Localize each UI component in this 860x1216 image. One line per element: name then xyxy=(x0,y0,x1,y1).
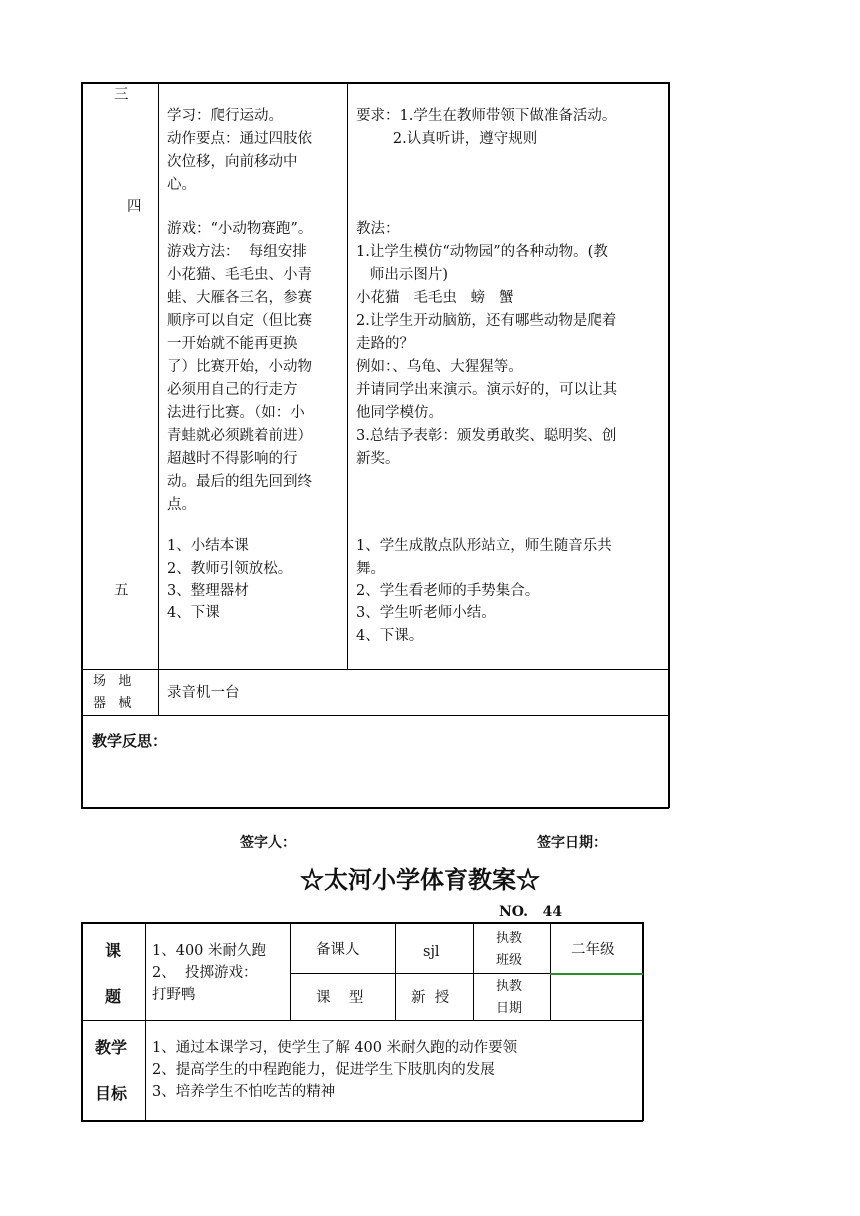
goal-line: 1、通过本课学习，使学生了解 400 米耐久跑的动作要领 xyxy=(152,1040,518,1056)
game-line: 小花猫、毛毛虫、小青 xyxy=(167,267,312,283)
topic-label-ke: 课 xyxy=(105,941,122,960)
method-line: 3.总结予表彰：颁发勇敢奖、聪明奖、创 xyxy=(356,428,617,444)
method-line: 走路的？ xyxy=(356,336,414,352)
class-label: 班级 xyxy=(496,953,523,968)
method-line: 2.让学生开动脑筋，还有哪些动物是爬着 xyxy=(356,313,617,329)
date-label: 日期 xyxy=(496,1001,523,1016)
game-line: 青蛙就必须跳着前进） xyxy=(167,428,312,444)
type-label: 课 型 xyxy=(316,990,364,1006)
points-line: 心。 xyxy=(167,177,196,193)
end-line: 3、整理器材 xyxy=(167,583,249,599)
goal-line: 3、培养学生不怕吃苦的精神 xyxy=(152,1084,336,1100)
type-value: 新 授 xyxy=(411,990,450,1006)
class-value: 二年级 xyxy=(571,942,615,958)
end-activity-line: 1、学生成散点队形站立，师生随音乐共 xyxy=(356,538,612,554)
game-line: 动。最后的组先回到终 xyxy=(167,474,312,490)
method-line: 他同学模仿。 xyxy=(356,405,443,421)
method-line: 例如：、乌龟、大猩猩等。 xyxy=(356,359,523,375)
preparer-value: sjl xyxy=(423,944,440,960)
venue-label: 场 地 xyxy=(93,674,132,689)
end-activity-line: 2、学生看老师的手势集合。 xyxy=(356,583,540,599)
date-label: 执教 xyxy=(496,979,523,994)
signer-label: 签字人： xyxy=(240,835,296,851)
game-line: 一开始就不能再更换 xyxy=(167,336,298,352)
game-line: 法进行比赛。（如：小 xyxy=(167,405,305,421)
step-three: 三 xyxy=(114,87,129,103)
venue-value: 录音机一台 xyxy=(167,685,240,701)
method-line: 新奖。 xyxy=(356,451,400,467)
game-line: 超越时不得影响的行 xyxy=(167,451,298,467)
method-line: 1.让学生模仿“动物园”的各种动物。(教 xyxy=(356,244,608,260)
method-line: 师出示图片) xyxy=(356,267,448,283)
points-line: 次位移，向前移动中 xyxy=(167,154,298,170)
goal-line: 2、提高学生的中程跑能力，促进学生下肢肌肉的发展 xyxy=(152,1062,495,1078)
sign-date-label: 签字日期： xyxy=(537,835,607,851)
goals-label: 教学 xyxy=(95,1038,128,1057)
end-line: 4、下课 xyxy=(167,605,220,621)
game-line: 必须用自己的行走方 xyxy=(167,382,298,398)
equipment-label: 器 械 xyxy=(93,696,132,711)
end-line: 2、教师引领放松。 xyxy=(167,561,293,577)
game-line: 游戏方法： 每组安排 xyxy=(167,244,307,260)
learn-title: 学习：爬行运动。 xyxy=(167,108,283,124)
game-line: 了）比赛开始，小动物 xyxy=(167,359,312,375)
goals-label: 目标 xyxy=(95,1084,128,1103)
class-label: 执教 xyxy=(496,931,523,946)
game-line: 顺序可以自定（但比赛 xyxy=(167,313,312,329)
game-line: 蛙、大雁各三名，参赛 xyxy=(167,290,312,306)
topic-line: 1、400 米耐久跑 xyxy=(152,943,267,959)
preparer-label: 备课人 xyxy=(316,942,360,958)
step-five: 五 xyxy=(114,583,129,599)
end-activity-line: 4、下课。 xyxy=(356,628,424,644)
step-four: 四 xyxy=(127,199,142,215)
topic-label-ti: 题 xyxy=(105,987,122,1006)
end-activity-line: 3、学生听老师小结。 xyxy=(356,605,496,621)
end-line: 1、小结本课 xyxy=(167,538,249,554)
game-line: 点。 xyxy=(167,497,196,513)
end-activity-line: 舞。 xyxy=(356,561,385,577)
requirement-line: 2.认真听讲，遵守规则 xyxy=(356,131,538,147)
points-line: 动作要点：通过四肢依 xyxy=(167,131,312,147)
topic-line: 打野鸭 xyxy=(152,987,196,1003)
method-line: 并请同学出来演示。演示好的，可以让其 xyxy=(356,382,617,398)
game-line: 游戏：“小动物赛跑”。 xyxy=(167,221,313,237)
reflection-label: 教学反思： xyxy=(92,732,168,750)
requirement-line: 要求：1.学生在教师带领下做准备活动。 xyxy=(356,108,617,124)
topic-line: 2、 投掷游戏： xyxy=(152,965,258,981)
method-line: 教法： xyxy=(356,221,400,237)
plan-title: ☆太河小学体育教案☆ xyxy=(300,865,540,894)
plan-number: NO. 44 xyxy=(499,904,563,920)
method-line: 小花猫 毛毛虫 螃 蟹 xyxy=(356,290,514,306)
